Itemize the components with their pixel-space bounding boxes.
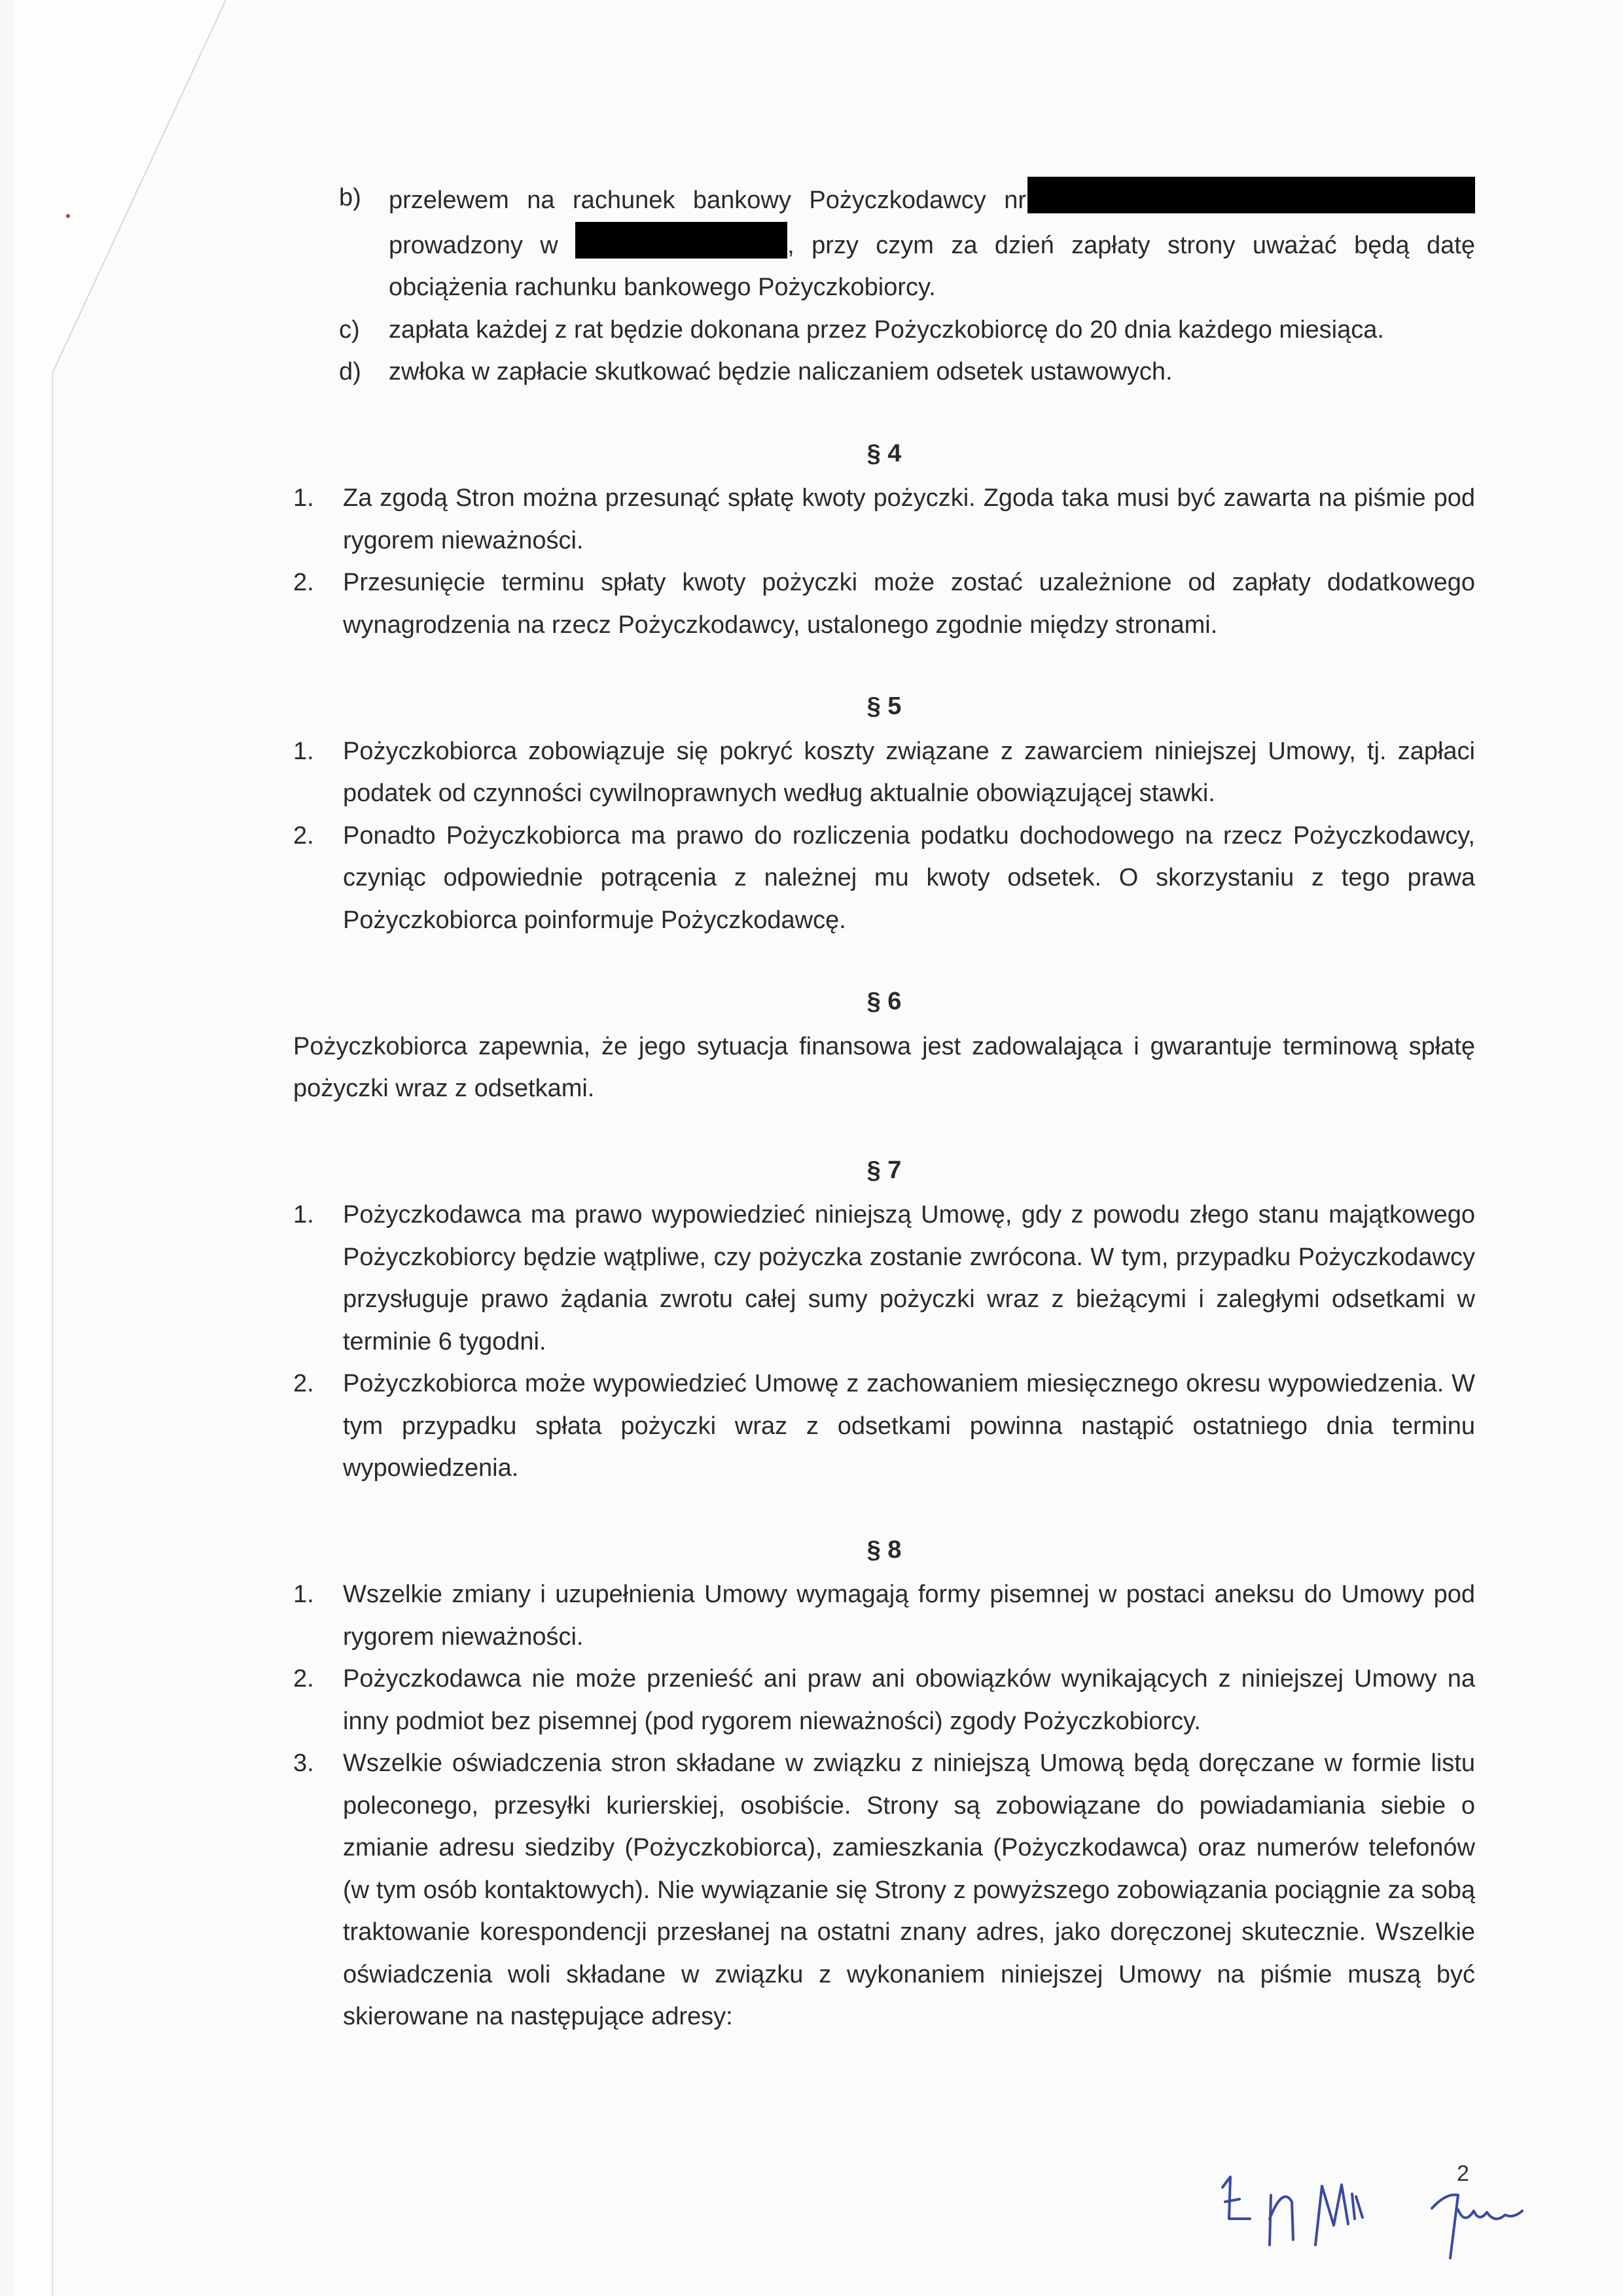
text-segment: , przy czym za dzień zapłaty strony uważać będą datę obciążenia rachunku bankowego Pożyczkobiorcy. — [389, 231, 1475, 301]
section-heading-8: § 8 — [866, 1535, 902, 1564]
section-heading-4: § 4 — [866, 439, 902, 467]
section-heading-7: § 7 — [866, 1156, 902, 1184]
initial-mark-1b — [1225, 2199, 1240, 2202]
section-3-continuation — [339, 177, 1475, 393]
document-body — [293, 177, 1475, 2038]
list-item-c — [339, 309, 1475, 351]
list-text: Pożyczkobiorca zobowiązuje się pokryć koszty związane z zawarciem niniejszej Umowy, tj. zapłaci podatek od czynności cywilnoprawnych według aktualnie obowiązującej stawki. — [343, 737, 1475, 807]
list-item — [293, 730, 1475, 815]
list-item-d — [339, 351, 1475, 393]
list-text: Wszelkie oświadczenia stron składane w związku z niniejszą Umową będą doręczane w formie listu poleconego, przesyłki kurierskiej, osobiście. Strony są zobowiązane do powiadamiania siebie o zmianie adresu siedziby (Pożyczkobiorca), zamieszkania (Pożyczkodawca) oraz numerów telefonów (w tym osób kontaktowych). Nie wywiązanie się Strony z powyższego zobowiązania pociągnie za sobą traktowanie korespondencji przesłanej na ostatni znany adres, jako doręczonej skutecznie. Wszelkie oświadczenia woli składane w związku z wykonaniem niniejszej Umowy na piśmie muszą być skierowane na następujące adresy: — [343, 1749, 1475, 2030]
initial-mark-2 — [1270, 2195, 1293, 2245]
section-heading-5: § 5 — [866, 692, 902, 720]
list-text: zapłata każdej z rat będzie dokonana przez Pożyczkobiorcę do 20 dnia każdego miesiąca. — [389, 315, 1384, 344]
list-item — [293, 1742, 1475, 2038]
page-number: 2 — [1457, 2161, 1469, 2186]
paragraph: Pożyczkobiorca zapewnia, że jego sytuacja finansowa jest zadowalająca i gwarantuje terminową spłatę pożyczki wraz z odsetkami. — [293, 1032, 1475, 1102]
list-text: Pożyczkodawca nie może przenieść ani praw ani obowiązków wynikających z niniejszej Umowy na inny podmiot bez pisemnej (pod rygorem nieważności) zgody Pożyczkobiorcy. — [343, 1665, 1475, 1735]
list-marker: 2. — [293, 1370, 314, 1397]
list-marker: 2. — [293, 1665, 314, 1693]
list-text: zwłoka w zapłacie skutkować będzie naliczaniem odsetek ustawowych. — [389, 358, 1173, 386]
signature-initials — [1217, 2147, 1531, 2278]
list-marker: 1. — [293, 737, 314, 765]
list-item — [293, 1363, 1475, 1490]
list-marker: 1. — [293, 1201, 314, 1229]
list-marker: b) — [339, 184, 361, 211]
list-marker: 1. — [293, 484, 314, 512]
list-text: Wszelkie zmiany i uzupełnienia Umowy wymagają formy pisemnej w postaci aneksu do Umowy pod rygorem nieważności. — [343, 1581, 1475, 1651]
list-item — [293, 477, 1475, 562]
initial-mark-4 — [1432, 2195, 1522, 2258]
list-marker: 3. — [293, 1749, 314, 1777]
text-segment: przelewem na rachunek bankowy Pożyczkodawcy nr — [389, 187, 1026, 214]
list-text — [389, 177, 1475, 309]
list-marker: c) — [339, 315, 360, 344]
list-text: Przesunięcie terminu spłaty kwoty pożyczki może zostać uzależnione od zapłaty dodatkowego wynagrodzenia na rzecz Pożyczkodawcy, ustalonego zgodnie między stronami. — [343, 569, 1475, 639]
list-marker: d) — [339, 358, 361, 386]
list-text: Pożyczkodawca ma prawo wypowiedzieć niniejszą Umowę, gdy z powodu złego stanu majątkowego Pożyczkobiorcy będzie wątpliwe, czy pożyczka zostanie zwrócona. W tym, przypadku Pożyczkodawcy przysługuje prawo żądania zwrotu całej sumy pożyczki wraz z bieżącymi i zaległymi odsetkami w terminie 6 tygodni. — [343, 1201, 1475, 1355]
list-text: Pożyczkobiorca może wypowiedzieć Umowę z zachowaniem miesięcznego okresu wypowiedzenia. W tym przypadku spłata pożyczki wraz z odsetkami powinna nastąpić ostatniego dnia terminu wypowiedzenia. — [343, 1370, 1475, 1482]
initial-mark-3 — [1315, 2185, 1363, 2245]
list-text: Za zgodą Stron można przesunąć spłatę kwoty pożyczki. Zgoda taka musi być zawarta na piśmie pod rygorem nieważności. — [343, 484, 1475, 554]
list-marker: 2. — [293, 569, 314, 596]
list-item — [293, 1194, 1475, 1363]
list-item — [293, 1658, 1475, 1742]
redacted-account-number — [1027, 177, 1475, 213]
list-item — [293, 815, 1475, 942]
list-item — [293, 562, 1475, 646]
text-segment: prowadzony w — [389, 231, 558, 259]
redacted-bank-name — [575, 222, 787, 259]
list-item — [293, 1573, 1475, 1658]
list-text: Ponadto Pożyczkobiorca ma prawo do rozliczenia podatku dochodowego na rzecz Pożyczkodawcy, czyniąc odpowiednie potrącenia z należnej mu kwoty odsetek. O skorzystaniu z tego prawa Pożyczkobiorca poinformuje Pożyczkodawcę. — [343, 821, 1475, 934]
section-heading-6: § 6 — [866, 988, 902, 1015]
initial-mark-1 — [1222, 2177, 1250, 2219]
list-item-b — [339, 177, 1475, 309]
list-marker: 2. — [293, 821, 314, 850]
list-marker: 1. — [293, 1581, 314, 1608]
